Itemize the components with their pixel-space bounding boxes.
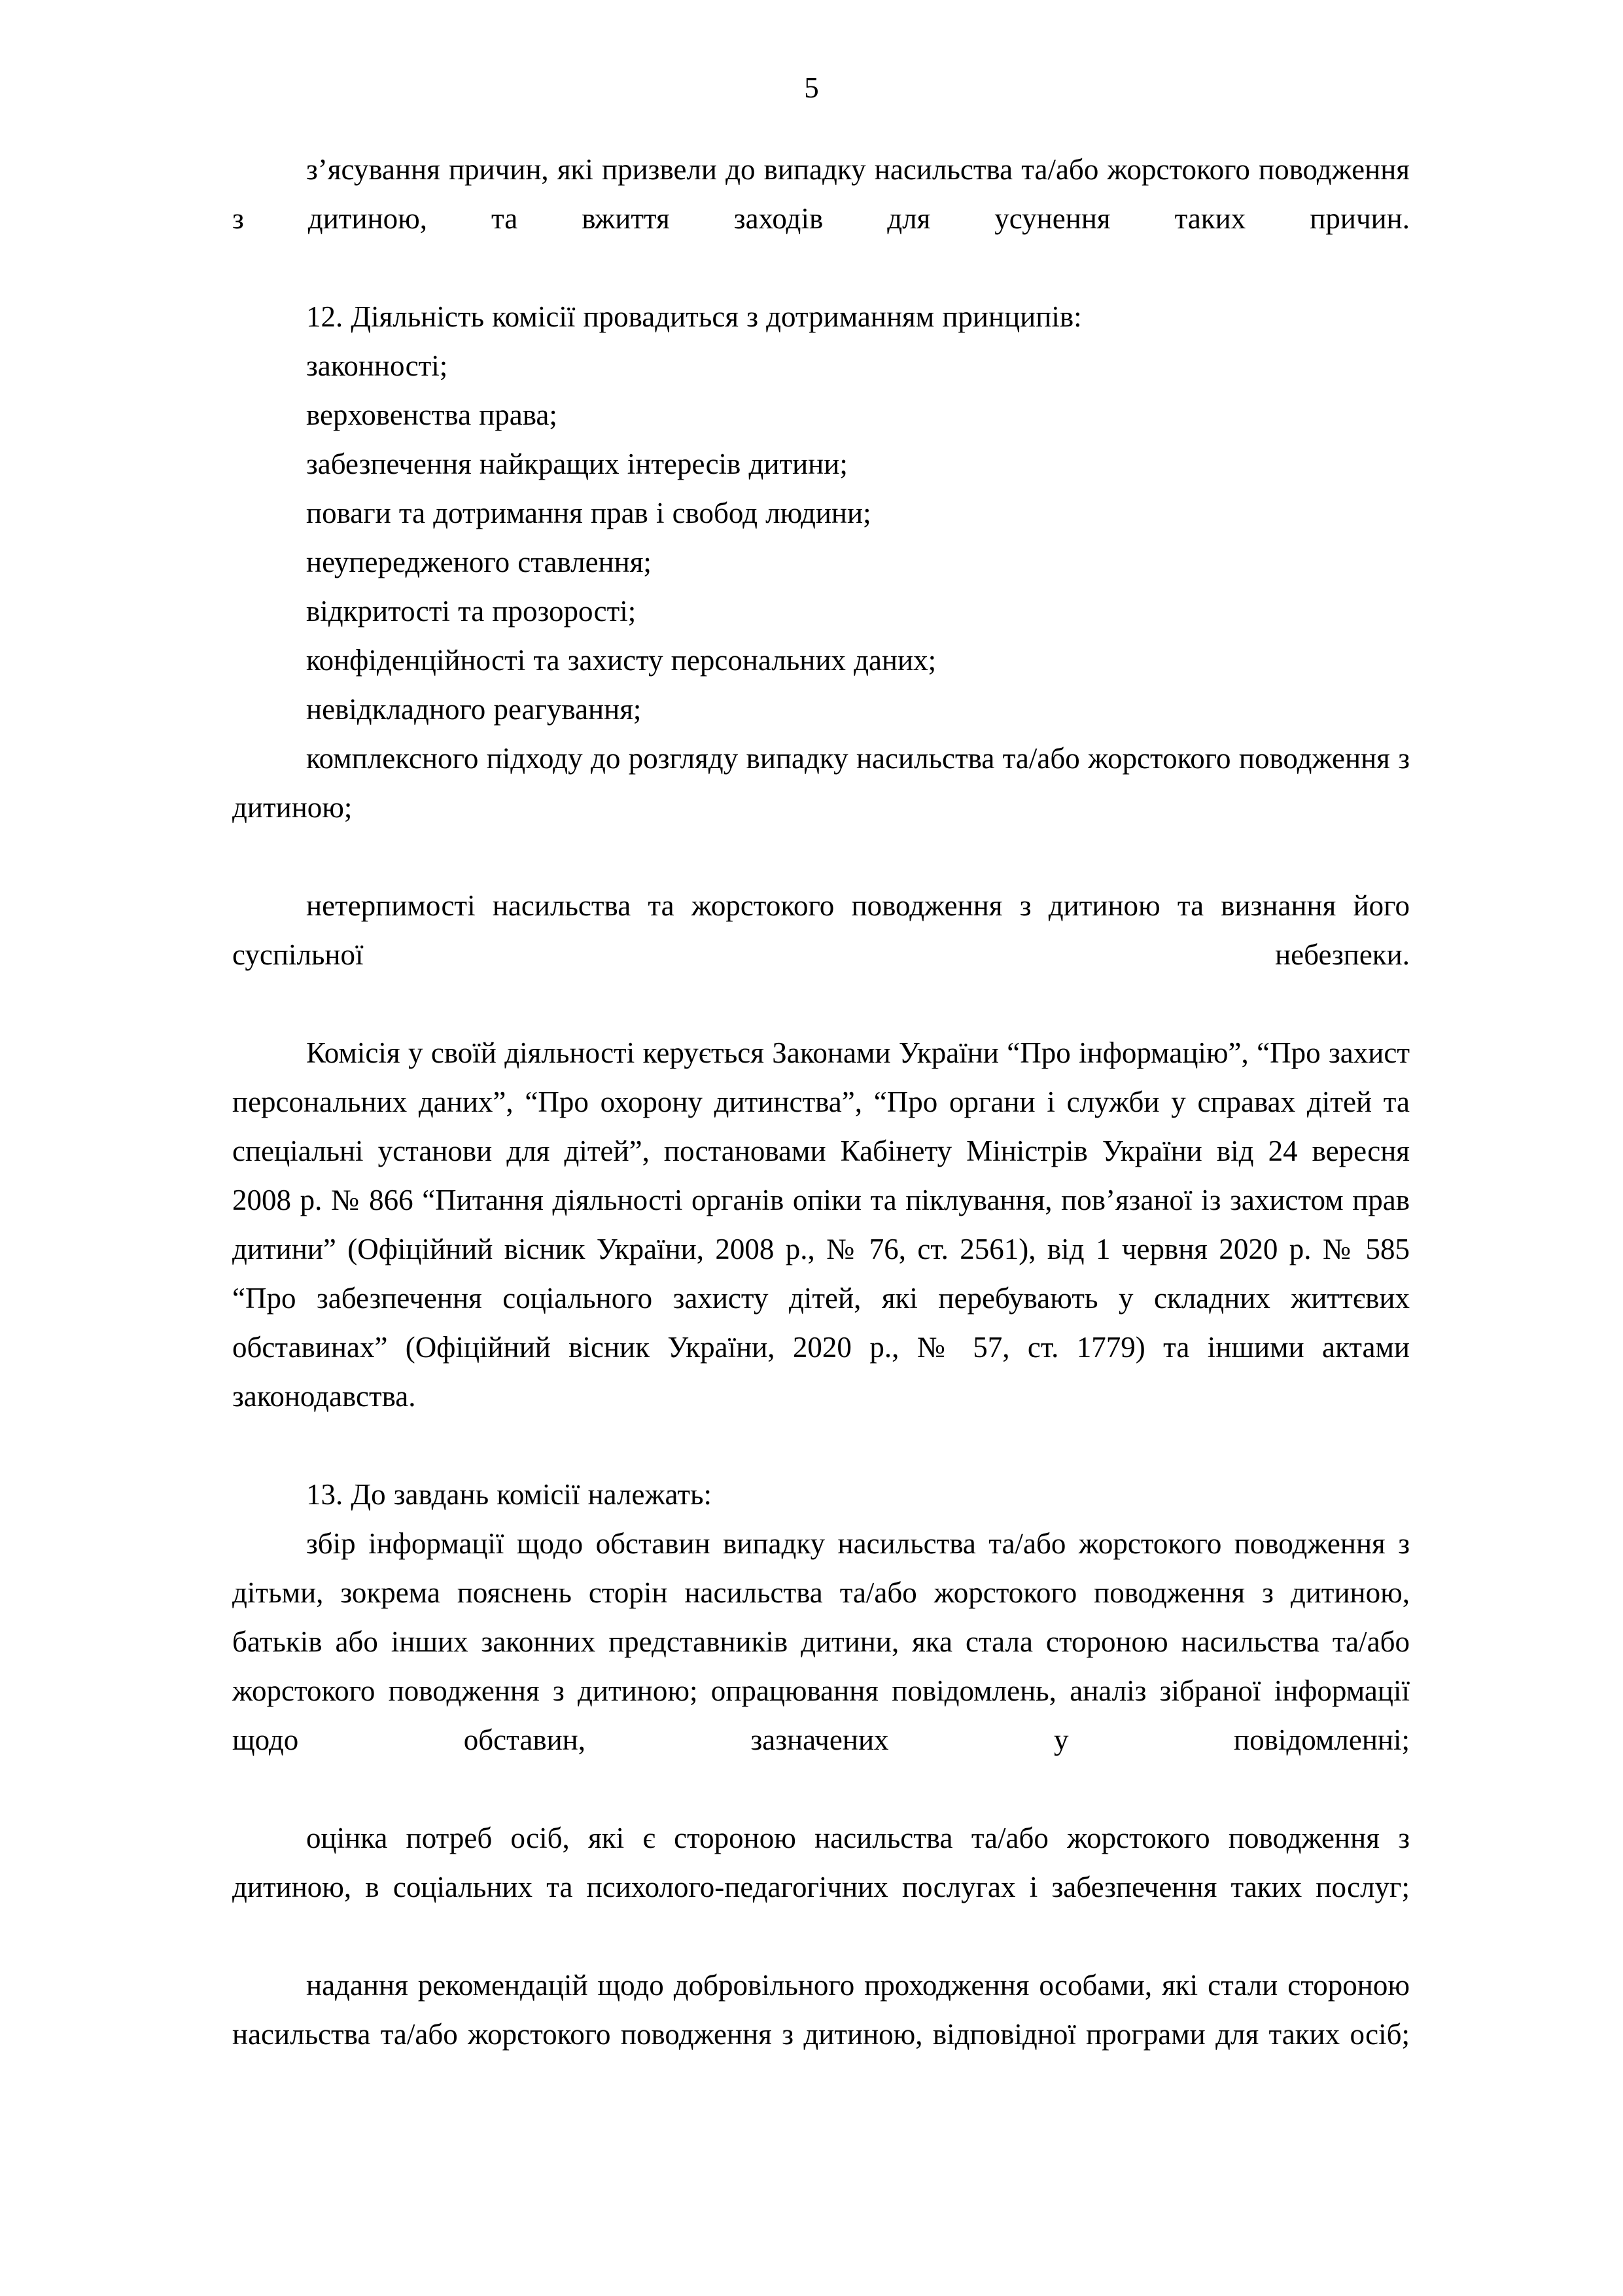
paragraph-principle-confidentiality: конфіденційності та захисту персональних даних; xyxy=(306,644,937,677)
paragraph-principle-openness: відкритості та прозорості; xyxy=(306,595,637,627)
paragraph-item-12: 12. Діяльність комісії провадиться з дотриманням принципів: xyxy=(306,300,1082,333)
document-body xyxy=(232,145,1410,2108)
paragraph-principle-rule-of-law: верховенства права; xyxy=(306,398,557,431)
paragraph-principle-legality: законності; xyxy=(306,349,448,382)
paragraph-principle-best-interests: забезпечення найкращих інтересів дитини; xyxy=(306,448,848,480)
paragraph-principle-impartiality: неупередженого ставлення; xyxy=(306,546,652,578)
paragraph-continuation: з’ясування причин, які призвели до випадку насильства та/або жорстокого поводження з дитиною, та вжиття заходів для усунення таких причин. xyxy=(232,153,1410,235)
paragraph-task-collect-information: збір інформації щодо обставин випадку насильства та/або жорстокого поводження з дітьми, зокрема пояснень сторін насильства та/або жорстокого поводження з дитиною, батьків або інших законних представників дитини, яка стала стороною насильства та/або жорстокого поводження з дитиною; опрацювання повідомлень, аналіз зібраної інформації щодо обставин, зазначених у повідомленні; xyxy=(232,1527,1410,1756)
page-number: 5 xyxy=(804,71,819,104)
paragraph-principle-respect-rights: поваги та дотримання прав і свобод людини; xyxy=(306,497,871,529)
paragraph-principle-intolerance: нетерпимості насильства та жорстокого поводження з дитиною та визнання його суспільної небезпеки. xyxy=(232,889,1410,971)
paragraph-commission-legal-basis: Комісія у своїй діяльності керується Законами України “Про інформацію”, “Про захист персональних даних”, “Про охорону дитинства”, “Про органи і служби у справах дітей та спеціальні установи для дітей”, постановами Кабінету Міністрів України від 24 вересня 2008 р. № 866 “Питання діяльності органів опіки та піклування, пов’язаної із захистом прав дитини” (Офіційний вісник України, 2008 р., № 76, ст. 2561), від 1 червня 2020 р. № 585 “Про забезпечення соціального захисту дітей, які перебувають у складних життєвих обставинах” (Офіційний вісник України, 2020 р., № 57, ст. 1779) та іншими актами законодавства. xyxy=(232,1036,1410,1413)
paragraph-principle-urgent-response: невідкладного реагування; xyxy=(306,693,642,726)
paragraph-task-recommendations: надання рекомендацій щодо добровільного проходження особами, які стали стороною насильства та/або жорстокого поводження з дитиною, відповідної програми для таких осіб; xyxy=(232,1969,1410,2051)
paragraph-principle-complex-approach: комплексного підходу до розгляду випадку насильства та/або жорстокого поводження з дитиною; xyxy=(232,742,1410,824)
paragraph-item-13: 13. До завдань комісії належать: xyxy=(306,1478,712,1511)
paragraph-task-assess-needs: оцінка потреб осіб, які є стороною насильства та/або жорстокого поводження з дитиною, в соціальних та психолого-педагогічних послугах і забезпечення таких послуг; xyxy=(232,1822,1410,1903)
